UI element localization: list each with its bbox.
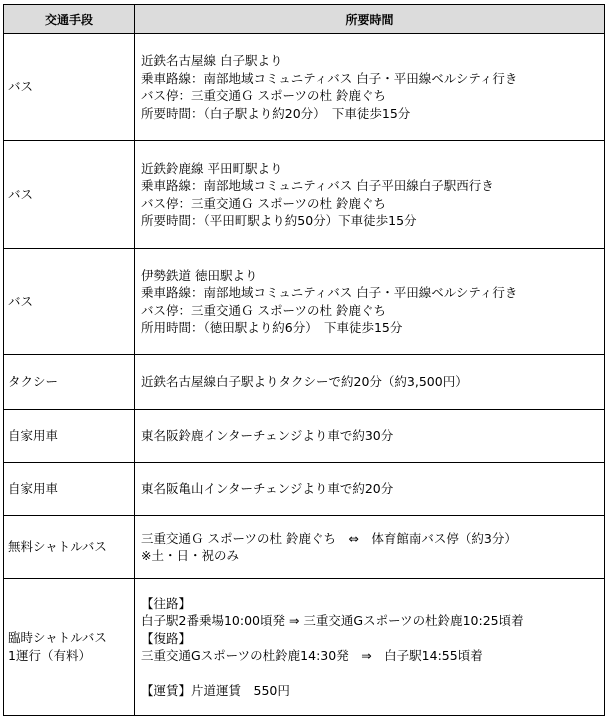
- detail-line: 乗車路線：南部地域コミュニティバス 白子平田線白子駅西行き: [141, 178, 494, 193]
- detail-line: 三重交通Gスポーツの杜鈴鹿14:30発 ⇒ 白子駅14:55頃着: [141, 648, 483, 664]
- detail-line: 乗車路線：南部地域コミュニティバス 白子・平田線ベルシティ行き: [141, 285, 518, 300]
- table-row: [4, 141, 605, 249]
- detail-cell: [135, 410, 605, 463]
- detail-line: バス停：三重交通Ｇ スポーツの杜 鈴鹿ぐち: [141, 195, 386, 211]
- mode-cell: 無料シャトルバス: [4, 516, 135, 579]
- blank-line: [141, 665, 604, 682]
- detail-line: 所要時間：（平田町駅より約50分）下車徒歩15分: [141, 213, 417, 228]
- table-row: [4, 410, 605, 463]
- mode-cell: バス: [4, 34, 135, 141]
- header-mode: 交通手段: [4, 5, 135, 34]
- table-row: [4, 579, 605, 716]
- table-row: [4, 249, 605, 355]
- detail-cell: [135, 34, 605, 141]
- detail-line: 近鉄名古屋線 白子駅より: [141, 53, 283, 68]
- mode-cell: 自家用車: [4, 410, 135, 463]
- detail-line: 伊勢鉄道 徳田駅より: [141, 267, 258, 283]
- detail-line: 東名阪亀山インターチェンジより車で約20分: [141, 481, 394, 497]
- mode-cell: タクシー: [4, 355, 135, 410]
- detail-line: 所用時間：（徳田駅より約6分） 下車徒歩15分: [141, 320, 403, 335]
- detail-line: 近鉄名古屋線白子駅よりタクシーで約20分（約3,500円）: [141, 374, 468, 390]
- mode-cell: バス: [4, 141, 135, 249]
- mode-cell: [4, 579, 135, 716]
- detail-line: 東名阪鈴鹿インターチェンジより車で約30分: [141, 428, 394, 444]
- mode-line: 1運行（有料）: [8, 648, 91, 663]
- detail-cell: [135, 141, 605, 249]
- table-row: [4, 463, 605, 516]
- detail-line: 所要時間：（白子駅より約20分） 下車徒歩15分: [141, 105, 411, 121]
- detail-line: 乗車路線：南部地域コミュニティバス 白子・平田線ベルシティ行き: [141, 70, 518, 86]
- detail-line: バス停：三重交通Ｇ スポーツの杜 鈴鹿ぐち: [141, 302, 386, 318]
- mode-cell: バス: [4, 249, 135, 355]
- detail-line: 【往路】: [141, 595, 192, 611]
- detail-cell: [135, 249, 605, 355]
- detail-line: 【運賃】片道運賃 550円: [141, 682, 290, 698]
- mode-cell: 自家用車: [4, 463, 135, 516]
- detail-line: 近鉄鈴鹿線 平田町駅より: [141, 160, 283, 176]
- detail-line: 【復路】: [141, 630, 192, 646]
- table-row: [4, 355, 605, 410]
- table-row: [4, 516, 605, 579]
- mode-line: 臨時シャトルバス: [8, 630, 107, 645]
- detail-line: 白子駅2番乗場10:00頃発 ⇒ 三重交通Gスポーツの杜鈴鹿10:25頃着: [141, 613, 524, 629]
- detail-cell: [135, 355, 605, 410]
- detail-cell: [135, 579, 605, 716]
- detail-line: バス停：三重交通Ｇ スポーツの杜 鈴鹿ぐち: [141, 88, 386, 103]
- detail-cell: [135, 463, 605, 516]
- header-row: [4, 5, 605, 34]
- access-table: [3, 4, 605, 716]
- header-time: 所要時間: [135, 5, 605, 34]
- detail-line: ※土・日・祝のみ: [141, 548, 239, 563]
- detail-cell: [135, 516, 605, 579]
- detail-line: 三重交通Ｇ スポーツの杜 鈴鹿ぐち ⇔ 体育館南バス停（約3分）: [141, 530, 517, 546]
- table-row: [4, 34, 605, 141]
